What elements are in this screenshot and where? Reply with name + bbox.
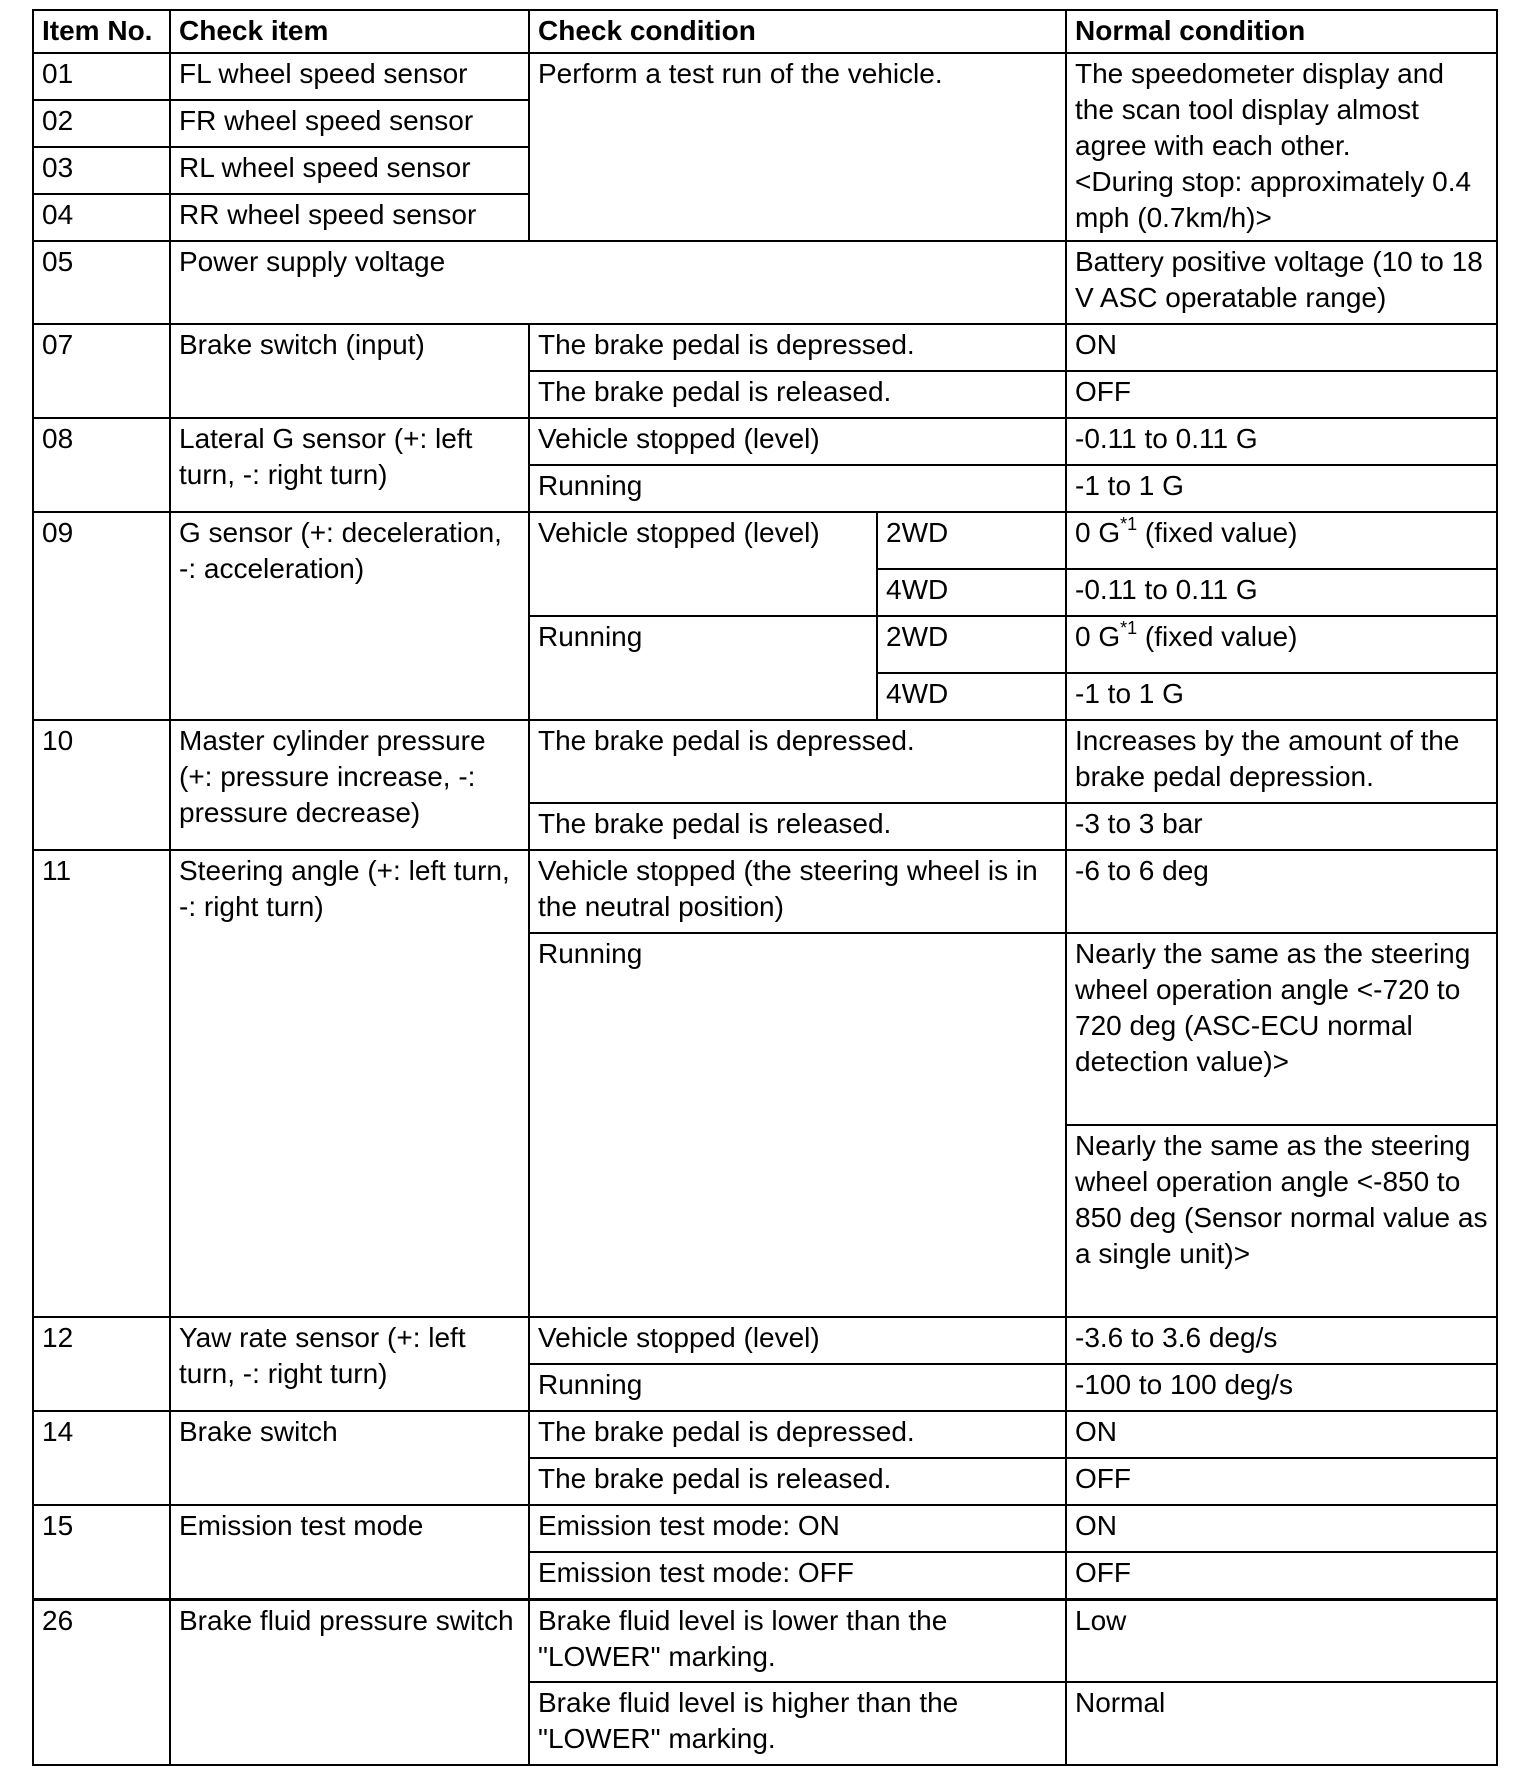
table-row xyxy=(33,418,1497,465)
check-condition: The brake pedal is released. xyxy=(529,803,1066,850)
item-no: 04 xyxy=(33,194,170,241)
header-item-no: Item No. xyxy=(33,10,170,53)
check-condition: The brake pedal is depressed. xyxy=(529,324,1066,371)
normal-condition: ON xyxy=(1066,1411,1497,1458)
table-row xyxy=(33,850,1497,933)
normal-condition: -100 to 100 deg/s xyxy=(1066,1364,1497,1411)
check-condition: Emission test mode: ON xyxy=(529,1505,1066,1552)
check-item: FR wheel speed sensor xyxy=(170,100,529,147)
normal-value-note: (fixed value) xyxy=(1137,517,1298,548)
item-no: 10 xyxy=(33,720,170,850)
table-row xyxy=(33,324,1497,371)
item-no: 15 xyxy=(33,1505,170,1599)
normal-condition: OFF xyxy=(1066,1552,1497,1599)
drive-type: 2WD xyxy=(877,616,1066,673)
check-condition: Vehicle stopped (level) xyxy=(529,1317,1066,1364)
document xyxy=(32,9,1498,1766)
item-no: 01 xyxy=(33,53,170,100)
normal-condition: -1 to 1 G xyxy=(1066,673,1497,720)
normal-condition: Normal xyxy=(1066,1682,1497,1765)
table-row xyxy=(33,512,1497,569)
check-item: Lateral G sensor (+: left turn, -: right turn) xyxy=(170,418,529,512)
check-item: G sensor (+: deceleration, -: acceleration) xyxy=(170,512,529,720)
normal-condition: -3.6 to 3.6 deg/s xyxy=(1066,1317,1497,1364)
table-row xyxy=(33,1599,1497,1682)
normal-condition-stop-text: <During stop: approximately 0.4 mph (0.7km/h)> xyxy=(1075,166,1472,233)
header-check-item: Check item xyxy=(170,10,529,53)
item-no: 14 xyxy=(33,1411,170,1505)
normal-condition: Increases by the amount of the brake pedal depression. xyxy=(1066,720,1497,803)
check-condition: Vehicle stopped (the steering wheel is in the neutral position) xyxy=(529,850,1066,933)
check-condition: Running xyxy=(529,933,1066,1317)
normal-condition: ON xyxy=(1066,324,1497,371)
check-condition: Vehicle stopped (level) xyxy=(529,418,1066,465)
normal-condition-text: The speedometer display and the scan tool display almost agree with each other. xyxy=(1075,58,1444,161)
normal-condition: Nearly the same as the steering wheel operation angle <-850 to 850 deg (Sensor normal value as a single unit)> xyxy=(1066,1125,1497,1317)
normal-condition xyxy=(1066,616,1497,673)
check-table xyxy=(32,9,1498,1766)
table-row xyxy=(33,720,1497,803)
check-condition: Emission test mode: OFF xyxy=(529,1552,1066,1599)
check-condition: Running xyxy=(529,616,877,720)
check-item: Brake switch (input) xyxy=(170,324,529,418)
check-item: RR wheel speed sensor xyxy=(170,194,529,241)
table-row xyxy=(33,1505,1497,1552)
header-row xyxy=(33,10,1497,53)
drive-type: 4WD xyxy=(877,569,1066,616)
item-no: 05 xyxy=(33,241,170,324)
check-condition: Vehicle stopped (level) xyxy=(529,512,877,616)
item-no: 26 xyxy=(33,1599,170,1765)
normal-condition: -0.11 to 0.11 G xyxy=(1066,569,1497,616)
normal-condition: -1 to 1 G xyxy=(1066,465,1497,512)
check-condition: The brake pedal is depressed. xyxy=(529,1411,1066,1458)
drive-type: 2WD xyxy=(877,512,1066,569)
check-item: Steering angle (+: left turn, -: right turn) xyxy=(170,850,529,1317)
table-row xyxy=(33,1411,1497,1458)
item-no: 12 xyxy=(33,1317,170,1411)
check-item: Brake switch xyxy=(170,1411,529,1505)
check-condition: The brake pedal is depressed. xyxy=(529,720,1066,803)
normal-condition xyxy=(1066,512,1497,569)
check-condition: Brake fluid level is lower than the "LOWER" marking. xyxy=(529,1599,1066,1682)
item-no: 08 xyxy=(33,418,170,512)
check-condition: Running xyxy=(529,465,1066,512)
normal-condition: -0.11 to 0.11 G xyxy=(1066,418,1497,465)
check-condition: Brake fluid level is higher than the "LOWER" marking. xyxy=(529,1682,1066,1765)
normal-condition: ON xyxy=(1066,1505,1497,1552)
normal-condition: Low xyxy=(1066,1599,1497,1682)
footnote-mark: *1 xyxy=(1120,514,1138,534)
check-item: Yaw rate sensor (+: left turn, -: right turn) xyxy=(170,1317,529,1411)
normal-value: 0 G xyxy=(1075,517,1121,548)
table-row xyxy=(33,241,1497,324)
normal-condition: OFF xyxy=(1066,371,1497,418)
header-check-condition: Check condition xyxy=(529,10,1066,53)
normal-condition: OFF xyxy=(1066,1458,1497,1505)
normal-condition: -3 to 3 bar xyxy=(1066,803,1497,850)
check-item: Brake fluid pressure switch xyxy=(170,1599,529,1765)
footnote-mark: *1 xyxy=(1120,618,1138,638)
check-item: Emission test mode xyxy=(170,1505,529,1599)
drive-type: 4WD xyxy=(877,673,1066,720)
normal-condition xyxy=(1066,53,1497,241)
item-no: 07 xyxy=(33,324,170,418)
item-no: 02 xyxy=(33,100,170,147)
check-condition: The brake pedal is released. xyxy=(529,371,1066,418)
check-item: RL wheel speed sensor xyxy=(170,147,529,194)
normal-value: 0 G xyxy=(1075,621,1121,652)
item-no: 11 xyxy=(33,850,170,1317)
table-row xyxy=(33,53,1497,100)
normal-value-note: (fixed value) xyxy=(1137,621,1298,652)
check-condition: Running xyxy=(529,1364,1066,1411)
item-no: 09 xyxy=(33,512,170,720)
normal-condition: Nearly the same as the steering wheel operation angle <-720 to 720 deg (ASC-ECU normal detection value)> xyxy=(1066,933,1497,1125)
normal-condition: -6 to 6 deg xyxy=(1066,850,1497,933)
check-item: Master cylinder pressure (+: pressure increase, -: pressure decrease) xyxy=(170,720,529,850)
check-condition: The brake pedal is released. xyxy=(529,1458,1066,1505)
normal-condition: Battery positive voltage (10 to 18 V ASC operatable range) xyxy=(1066,241,1497,324)
header-normal-condition: Normal condition xyxy=(1066,10,1497,53)
item-no: 03 xyxy=(33,147,170,194)
check-condition: Perform a test run of the vehicle. xyxy=(529,53,1066,241)
table-row xyxy=(33,1317,1497,1364)
check-item: FL wheel speed sensor xyxy=(170,53,529,100)
check-item: Power supply voltage xyxy=(170,241,1066,324)
